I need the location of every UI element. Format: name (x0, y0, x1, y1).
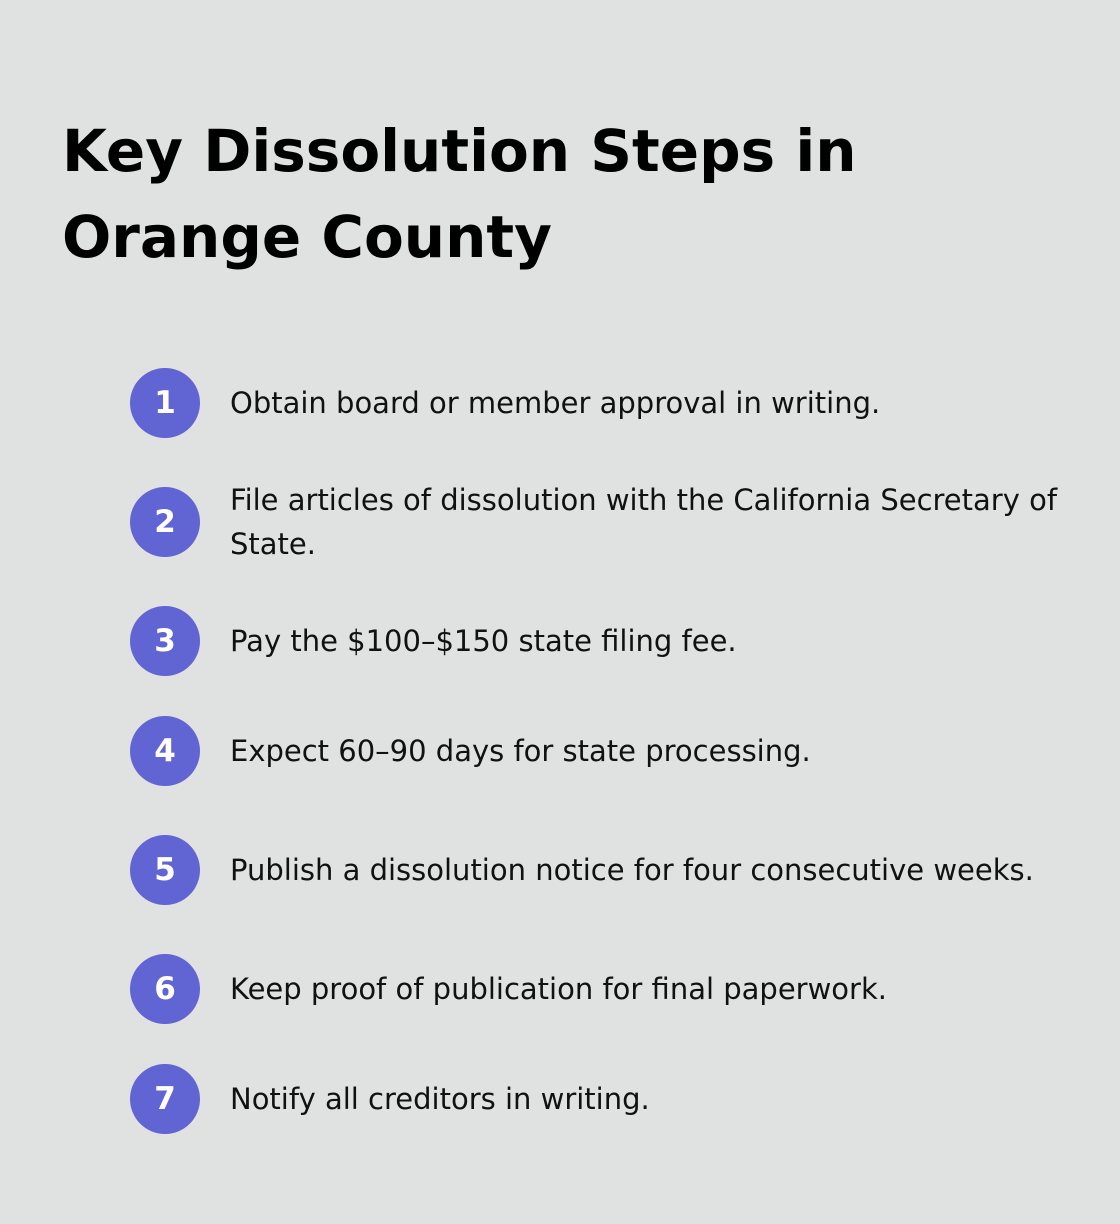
page-title: Key Dissolution Steps in Orange County (62, 117, 857, 271)
step-text: Pay the $100–$150 state filing fee. (230, 624, 737, 658)
step-item (130, 835, 1060, 905)
step-item (130, 1064, 1060, 1134)
step-text: Keep proof of publication for final paperwork. (230, 972, 887, 1006)
step-text: Notify all creditors in writing. (230, 1082, 650, 1116)
step-item (130, 954, 1060, 1024)
step-item (130, 483, 1060, 561)
step-text: Publish a dissolution notice for four consecutive weeks. (230, 853, 1034, 887)
step-text: File articles of dissolution with the California Secretary of State. (230, 483, 1058, 561)
step-text: Expect 60–90 days for state processing. (230, 734, 811, 768)
step-number-badge: 7 (130, 1064, 200, 1134)
step-number-badge: 4 (130, 716, 200, 786)
step-number-badge: 1 (130, 368, 200, 438)
step-item (130, 716, 1060, 786)
step-text: Obtain board or member approval in writing. (230, 386, 881, 420)
step-item (130, 606, 1060, 676)
step-number-badge: 3 (130, 606, 200, 676)
step-number-badge: 2 (130, 487, 200, 557)
step-item (130, 368, 1060, 438)
step-number-badge: 6 (130, 954, 200, 1024)
step-number-badge: 5 (130, 835, 200, 905)
